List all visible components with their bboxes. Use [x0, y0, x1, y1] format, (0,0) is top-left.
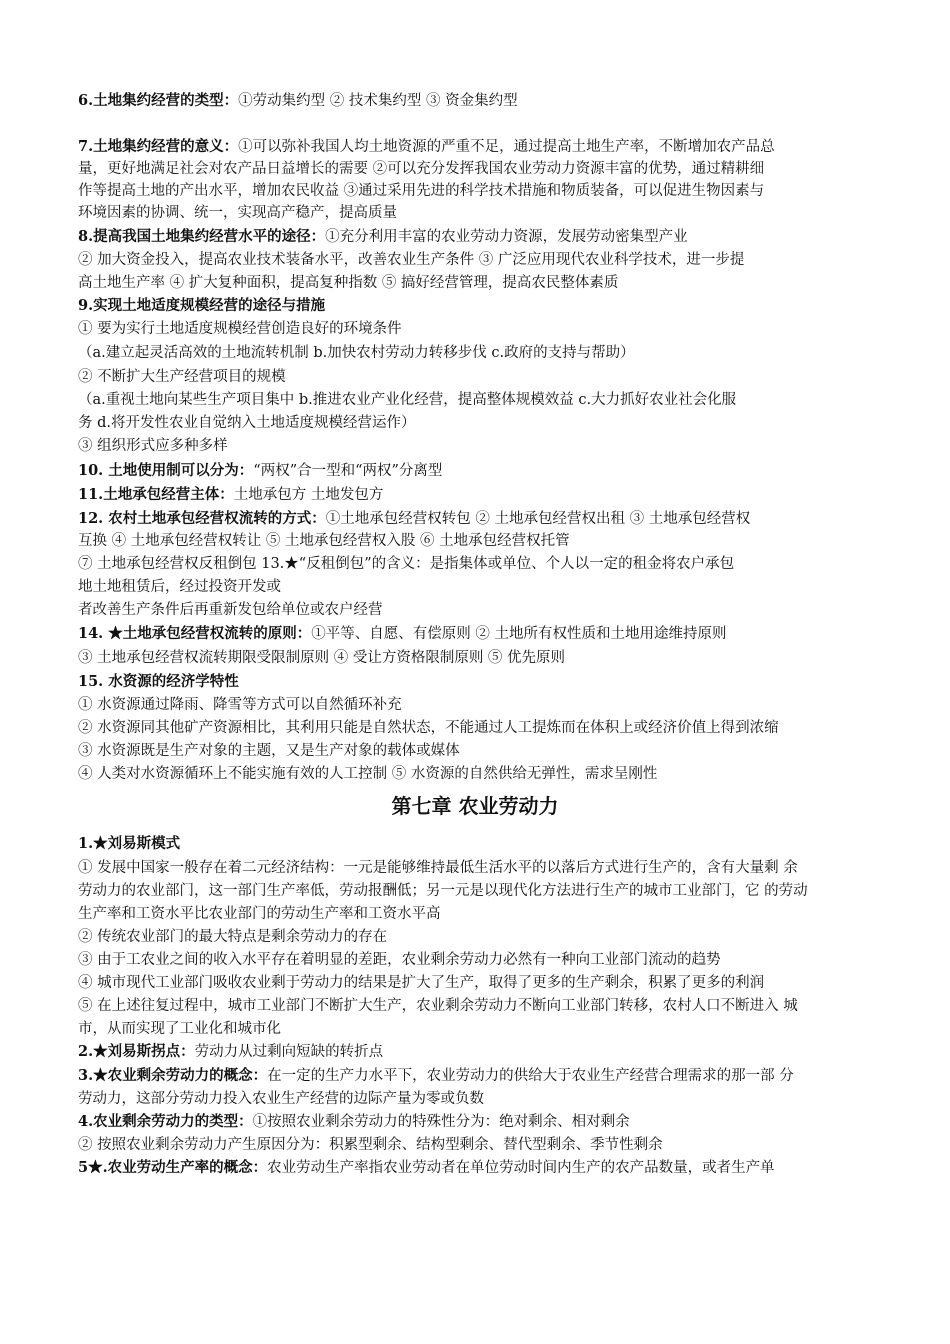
- item-10: [78, 460, 890, 482]
- item-12: [78, 508, 890, 530]
- item-label: 14. ★土地承包经营权流转的原则：: [78, 625, 312, 642]
- item-text: ①可以弥补我国人均土地资源的严重不足，通过提高土地生产率，不断增加农产品总: [238, 139, 775, 155]
- item-text: “两权”合一型和“两权”分离型: [253, 463, 443, 479]
- text-line: [78, 995, 890, 1017]
- text-line: [78, 318, 890, 340]
- text-line: [78, 530, 890, 552]
- item-text: 在一定的生产力水平下，农业劳动力的供给大于农业生产经营合理需求的那一部 分: [267, 1068, 794, 1084]
- item-text: ①按照农业剩余劳动力的特殊性分为：绝对剩余、相对剩余: [252, 1114, 630, 1130]
- text-line: [78, 249, 890, 271]
- text-line: [78, 694, 890, 716]
- item-label: 1.★刘易斯模式: [78, 835, 181, 852]
- item-label: 2.★刘易斯拐点：: [78, 1043, 195, 1060]
- text-line: [78, 366, 890, 388]
- text-line: [78, 553, 890, 575]
- line-text: 高土地生产率 ④ 扩大复种面积，提高复种指数 ⑤ 搞好经营管理，提高农民整体素质: [78, 275, 619, 291]
- line-text: 量，更好地满足社会对农产品日益增长的需要 ②可以充分发挥我国农业劳动力资源丰富的优势，通过精耕细: [78, 161, 765, 177]
- chapter-title: 第七章 农业劳动力: [391, 794, 559, 818]
- item-text: ①劳动集约型 ② 技术集约型 ③ 资金集约型: [238, 93, 518, 109]
- line-text: ② 传统农业部门的最大特点是剩余劳动力的存在: [78, 929, 388, 945]
- line-text: ③ 组织形式应多种多样: [78, 438, 228, 454]
- text-line: [78, 880, 890, 902]
- item-text: 土地承包方 土地发包方: [233, 487, 384, 503]
- ch7-item-5: [78, 1157, 890, 1179]
- ch7-item-4: [78, 1111, 890, 1133]
- item-text: ①土地承包经营权转包 ② 土地承包经营权出租 ③ 土地承包经营权: [325, 511, 751, 527]
- line-text: 劳动力的农业部门，这一部门生产率低，劳动报酬低；另一元是以现代化方法进行生产的城市工业部门，它 的劳动: [78, 883, 808, 899]
- item-label: 9.实现土地适度规模经营的途径与措施: [78, 297, 326, 314]
- line-text: 地土地租赁后，经过投资开发或: [78, 579, 281, 595]
- line-text: 市，从而实现了工业化和城市化: [78, 1021, 281, 1037]
- text-line: [78, 435, 890, 457]
- line-text: ① 要为实行土地适度规模经营创造良好的环境条件: [78, 321, 402, 337]
- item-text: ①平等、自愿、有偿原则 ② 土地所有权性质和土地用途维持原则: [311, 626, 727, 642]
- text-line: [78, 1018, 890, 1040]
- text-line: [78, 972, 890, 994]
- item-15: [78, 671, 890, 693]
- text-line: [78, 763, 890, 785]
- text-line: [78, 272, 890, 294]
- text-line: [78, 202, 890, 224]
- item-label: 12. 农村土地承包经营权流转的方式：: [78, 510, 326, 527]
- item-label: 7.土地集约经营的意义：: [78, 138, 239, 155]
- line-text: 作等提高土地的产出水平，增加农民收益 ③通过采用先进的科学技术措施和物质装备，可以促进生物因素与: [78, 183, 765, 199]
- text-line: [78, 342, 890, 364]
- text-line: [78, 389, 890, 411]
- ch7-item-3: [78, 1065, 890, 1087]
- line-text: ① 水资源通过降雨、降雪等方式可以自然循环补充: [78, 697, 402, 713]
- line-text: 环境因素的协调、统一，实现高产稳产，提高质量: [78, 205, 397, 221]
- item-7: [78, 136, 890, 158]
- text-line: [78, 926, 890, 948]
- line-text: （a.重视土地向某些生产项目集中 b.推进农业产业化经营，提高整体规模效益 c.大力抓好农业社会化服: [78, 392, 737, 408]
- text-line: [78, 647, 890, 669]
- text-line: [78, 599, 890, 621]
- item-text: 劳动力从过剩向短缺的转折点: [194, 1044, 384, 1060]
- text-line: [78, 903, 890, 925]
- item-label: 5★.农业劳动生产率的概念：: [78, 1159, 268, 1176]
- text-line: [78, 740, 890, 762]
- line-text: ② 按照农业剩余劳动力产生原因分为：积累型剩余、结构型剩余、替代型剩余、季节性剩余: [78, 1137, 663, 1153]
- item-text: 农业劳动生产率指农业劳动者在单位劳动时间内生产的农产品数量，或者生产单: [267, 1160, 775, 1176]
- line-text: 生产率和工资水平比农业部门的劳动生产率和工资水平高: [78, 906, 441, 922]
- ch7-item-1: [78, 833, 890, 855]
- text-line: [78, 576, 890, 598]
- item-label: 6.土地集约经营的类型：: [78, 92, 239, 109]
- line-text: ① 发展中国家一般存在着二元经济结构：一元是能够维持最低生活水平的以落后方式进行生产的，含有大量剩 余: [78, 860, 798, 876]
- line-text: ⑤ 在上述往复过程中，城市工业部门不断扩大生产，农业剩余劳动力不断向工业部门转移，农村人口不断进入 城: [78, 998, 798, 1014]
- line-text: 劳动力，这部分劳动力投入农业生产经营的边际产量为零或负数: [78, 1091, 484, 1107]
- line-text: ③ 由于工农业之间的收入水平存在着明显的差距，农业剩余劳动力必然有一种向工业部门流动的趋势: [78, 952, 721, 968]
- item-label: 15. 水资源的经济学特性: [78, 673, 239, 690]
- ch7-item-2: [78, 1041, 890, 1063]
- text-line: [78, 412, 890, 434]
- line-text: 者改善生产条件后再重新发包给单位或农户经营: [78, 602, 383, 618]
- line-text: ④ 人类对水资源循环上不能实施有效的人工控制 ⑤ 水资源的自然供给无弹性，需求呈刚性: [78, 766, 658, 782]
- item-11: [78, 484, 890, 506]
- text-line: [78, 180, 890, 202]
- line-text: ② 水资源同其他矿产资源相比，其利用只能是自然状态，不能通过人工提炼而在体积上或经济价值上得到浓缩: [78, 720, 779, 736]
- line-text: （a.建立起灵活高效的土地流转机制 b.加快农村劳动力转移步伐 c.政府的支持与帮助）: [78, 345, 635, 361]
- text-line: [78, 949, 890, 971]
- line-text: 互换 ④ 土地承包经营权转让 ⑤ 土地承包经营权入股 ⑥ 土地承包经营权托管: [78, 533, 570, 549]
- text-line: [78, 1088, 890, 1110]
- item-label: 8.提高我国土地集约经营水平的途径：: [78, 228, 326, 245]
- text-line: [78, 857, 890, 879]
- text-line: [78, 158, 890, 180]
- line-text: ③ 水资源既是生产对象的主题，又是生产对象的载体或媒体: [78, 743, 460, 759]
- item-8: [78, 226, 890, 248]
- item-label: 11.土地承包经营主体：: [78, 486, 234, 503]
- line-text: 务 d.将开发性农业自觉纳入土地适度规模经营运作）: [78, 415, 416, 431]
- item-14: [78, 623, 890, 645]
- item-6: [78, 90, 890, 112]
- line-text: ② 加大资金投入，提高农业技术装备水平，改善农业生产条件 ③ 广泛应用现代农业科学技术，进一步提: [78, 252, 745, 268]
- item-text: ①充分利用丰富的农业劳动力资源，发展劳动密集型产业: [325, 229, 688, 245]
- item-9: [78, 295, 890, 317]
- line-text: ② 不断扩大生产经营项目的规模: [78, 369, 286, 385]
- item-label: 3.★农业剩余劳动力的概念：: [78, 1067, 268, 1084]
- line-text: ④ 城市现代工业部门吸收农业剩于劳动力的结果是扩大了生产，取得了更多的生产剩余，积累了更多的利润: [78, 975, 765, 991]
- line-text: ⑦ 土地承包经营权反租倒包 13.★“反租倒包”的含义：是指集体或单位、个人以一定的租金将农户承包: [78, 556, 735, 572]
- item-label: 10. 土地使用制可以分为：: [78, 462, 254, 479]
- text-line: [78, 1134, 890, 1156]
- item-label: 4.农业剩余劳动力的类型：: [78, 1113, 253, 1130]
- text-line: [78, 717, 890, 739]
- line-text: ③ 土地承包经营权流转期限受限制原则 ④ 受让方资格限制原则 ⑤ 优先原则: [78, 650, 566, 666]
